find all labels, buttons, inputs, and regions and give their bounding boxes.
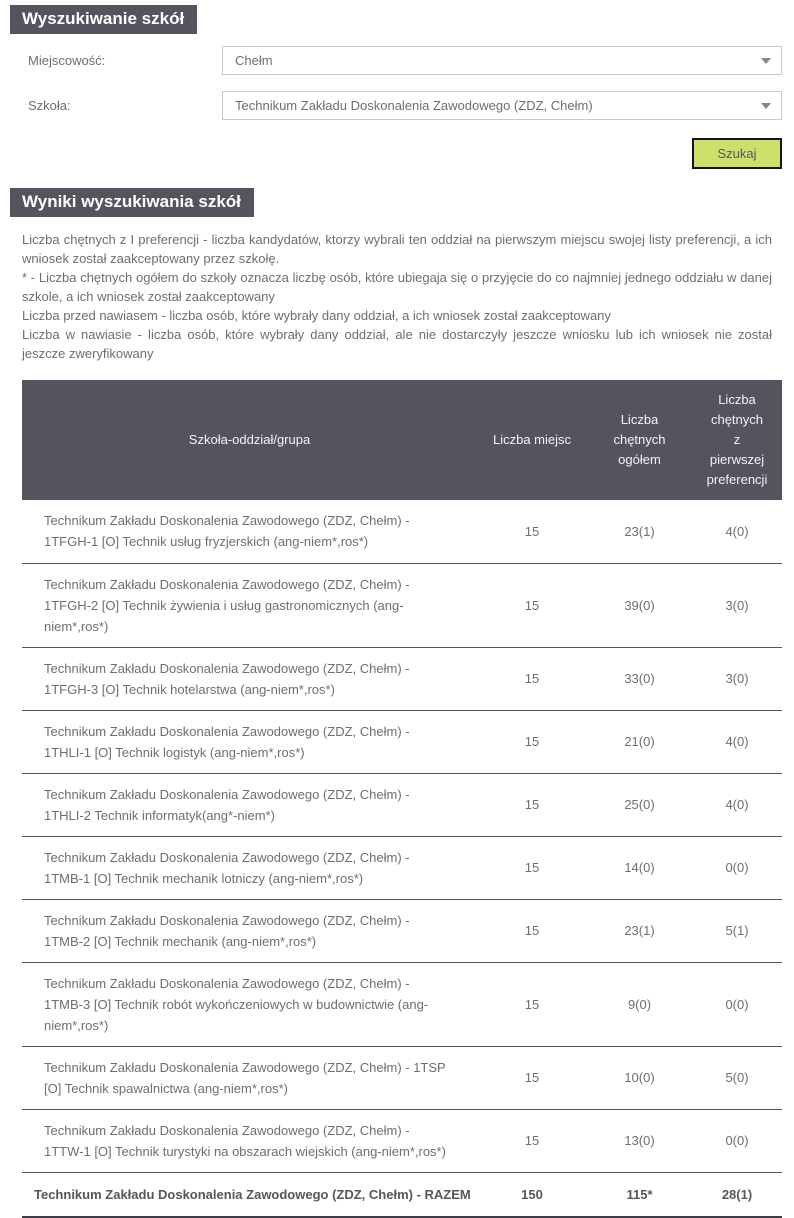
note-first-preference: Liczba chętnych z I preferencji - liczba kandydatów, ktorzy wybrali ten oddział na pierwszym miejscu swojej listy preferencji, a ich wniosek został zaakceptowany przez szkołę. [22,232,772,266]
table-header-row [22,380,782,500]
row-first-preference: 0(0) [692,1109,782,1172]
row-first-preference: 3(0) [692,647,782,710]
row-total: 13(0) [587,1109,692,1172]
row-first-preference: 0(0) [692,836,782,899]
row-first-preference: 0(0) [692,962,782,1046]
city-select[interactable] [222,46,782,75]
row-total: 23(1) [587,500,692,563]
results-notes [22,230,772,363]
row-school-name: Technikum Zakładu Doskonalenia Zawodowego (ZDZ, Chełm) - 1TMB-1 [O] Technik mechanik lotniczy (ang-niem*,ros*) [22,836,477,899]
search-button-row [0,138,782,169]
row-school-name: Technikum Zakładu Doskonalenia Zawodowego (ZDZ, Chełm) - 1TMB-3 [O] Technik robót wykończeniowych w budownictwie (ang-niem*,ros*) [22,962,477,1046]
row-total: 23(1) [587,899,692,962]
note-total-asterisk: * - Liczba chętnych ogółem do szkoły oznacza liczbę osób, które ubiegaja się o przyjęcie do co najmniej jednego oddziału w danej szkole, a ich wniosek został zaakceptowany [22,270,772,304]
table-row [22,500,782,563]
row-first-preference: 4(0) [692,500,782,563]
results-table [22,380,782,1218]
table-row [22,773,782,836]
city-select-value: Chełm [235,53,273,68]
summary-total: 115* [587,1172,692,1217]
table-row [22,710,782,773]
row-total: 14(0) [587,836,692,899]
city-form-row [28,46,782,75]
row-first-preference: 5(0) [692,1046,782,1109]
note-in-parenthesis: Liczba w nawiasie - liczba osób, które wybrały dany oddział, ale nie dostarczyły jeszcze wniosku lub ich wniosek nie został jeszcze zweryfikowany [22,327,772,361]
row-school-name: Technikum Zakładu Doskonalenia Zawodowego (ZDZ, Chełm) - 1TTW-1 [O] Technik turystyki na obszarach wiejskich (ang-niem*,ros*) [22,1109,477,1172]
search-section-title: Wyszukiwanie szkół [10,5,197,34]
row-places: 15 [477,962,587,1046]
city-label: Miejscowość: [28,53,106,68]
table-row [22,1046,782,1109]
row-total: 25(0) [587,773,692,836]
row-school-name: Technikum Zakładu Doskonalenia Zawodowego (ZDZ, Chełm) - 1TFGH-2 [O] Technik żywienia i usług gastronomicznych (ang-niem*,ros*) [22,563,477,647]
row-places: 15 [477,1046,587,1109]
row-total: 21(0) [587,710,692,773]
row-first-preference: 4(0) [692,710,782,773]
school-form-row [28,91,782,120]
row-total: 9(0) [587,962,692,1046]
row-places: 15 [477,647,587,710]
row-school-name: Technikum Zakładu Doskonalenia Zawodowego (ZDZ, Chełm) - 1TFGH-1 [O] Technik usług fryzjerskich (ang-niem*,ros*) [22,500,477,563]
table-row [22,962,782,1046]
row-places: 15 [477,773,587,836]
table-row [22,1109,782,1172]
table-row [22,647,782,710]
row-total: 39(0) [587,563,692,647]
row-first-preference: 3(0) [692,563,782,647]
table-summary-row [22,1172,782,1217]
summary-places: 150 [477,1172,587,1217]
school-select-value: Technikum Zakładu Doskonalenia Zawodowego (ZDZ, Chełm) [235,98,593,113]
column-header-places: Liczba miejsc [477,380,587,500]
summary-first-preference: 28(1) [692,1172,782,1217]
table-body [22,500,782,1172]
chevron-down-icon [761,58,771,64]
row-first-preference: 4(0) [692,773,782,836]
chevron-down-icon [761,103,771,109]
row-places: 15 [477,899,587,962]
row-school-name: Technikum Zakładu Doskonalenia Zawodowego (ZDZ, Chełm) - 1TSP [O] Technik spawalnictwa (ang-niem*,ros*) [22,1046,477,1109]
note-before-parenthesis: Liczba przed nawiasem - liczba osób, które wybrały dany oddział, a ich wniosek został zaakceptowany [22,308,611,323]
school-label: Szkoła: [28,98,71,113]
row-school-name: Technikum Zakładu Doskonalenia Zawodowego (ZDZ, Chełm) - 1TMB-2 [O] Technik mechanik (ang-niem*,ros*) [22,899,477,962]
column-header-first-preference: Liczba chętnych z pierwszej preferencji [692,380,782,500]
row-school-name: Technikum Zakładu Doskonalenia Zawodowego (ZDZ, Chełm) - 1TFGH-3 [O] Technik hotelarstwa (ang-niem*,ros*) [22,647,477,710]
row-places: 15 [477,710,587,773]
summary-school-name: Technikum Zakładu Doskonalenia Zawodowego (ZDZ, Chełm) - RAZEM [22,1172,477,1217]
row-total: 10(0) [587,1046,692,1109]
table-row [22,563,782,647]
table-row [22,836,782,899]
row-places: 15 [477,836,587,899]
row-places: 15 [477,500,587,563]
results-section-title: Wyniki wyszukiwania szkół [10,188,254,217]
row-total: 33(0) [587,647,692,710]
row-places: 15 [477,1109,587,1172]
column-header-total-candidates: Liczba chętnych ogółem [587,380,692,500]
school-select[interactable] [222,91,782,120]
table-row [22,899,782,962]
row-school-name: Technikum Zakładu Doskonalenia Zawodowego (ZDZ, Chełm) - 1THLI-2 Technik informatyk(ang*-niem*) [22,773,477,836]
search-button[interactable]: Szukaj [692,138,782,169]
row-school-name: Technikum Zakładu Doskonalenia Zawodowego (ZDZ, Chełm) - 1THLI-1 [O] Technik logistyk (ang-niem*,ros*) [22,710,477,773]
row-first-preference: 5(1) [692,899,782,962]
column-header-school-group: Szkoła-oddział/grupa [22,380,477,500]
row-places: 15 [477,563,587,647]
